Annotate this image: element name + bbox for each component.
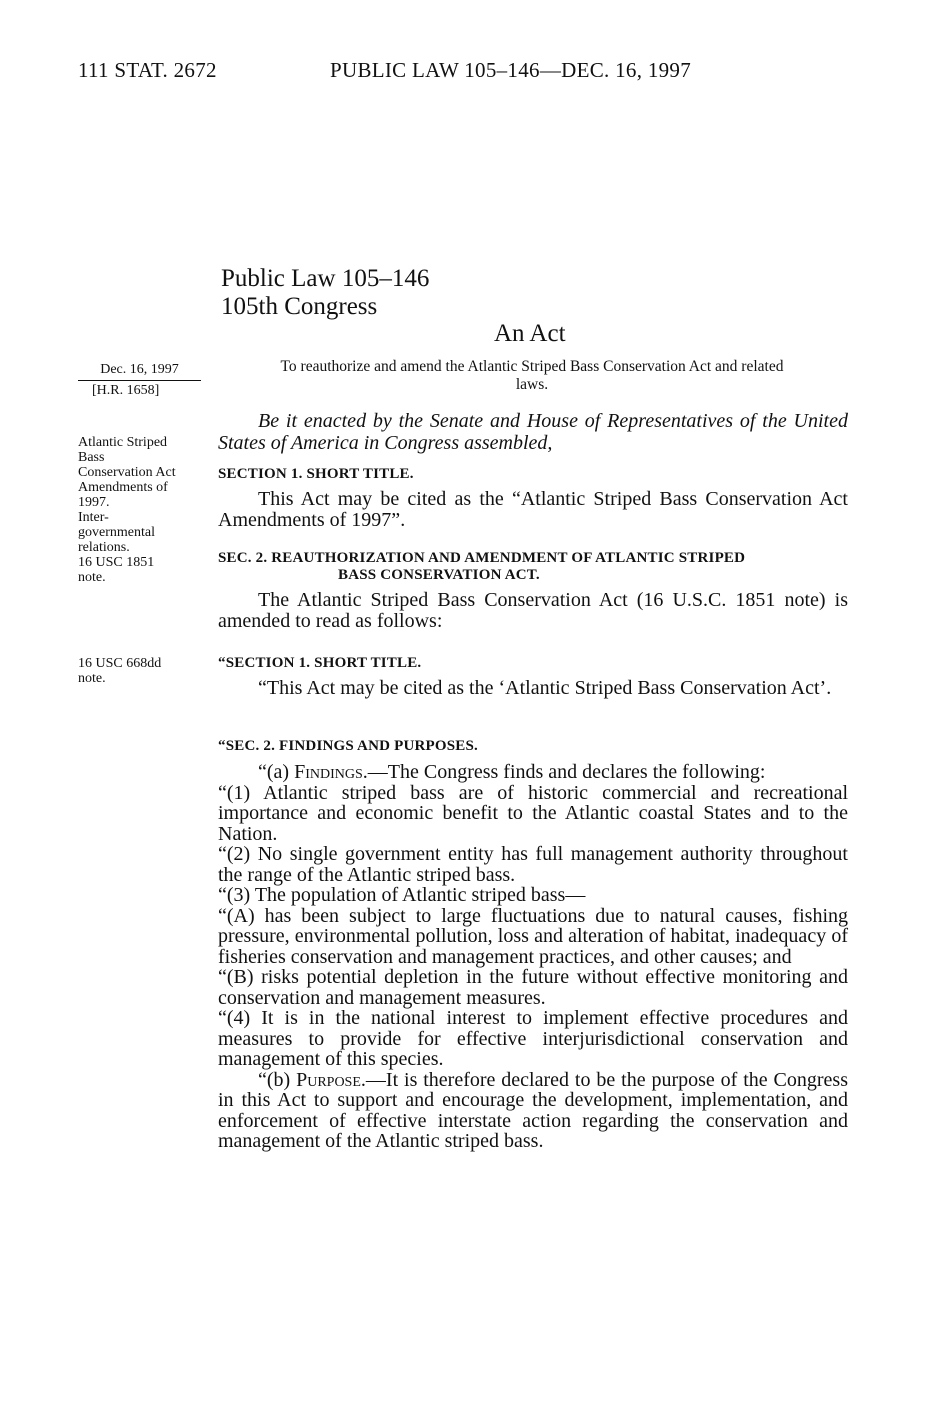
section-1-text: This Act may be cited as the “Atlantic Striped Bass Conservation Act Amendments of 1997”. xyxy=(218,488,848,531)
inner-section-1 xyxy=(218,655,848,699)
inner-section-2 xyxy=(218,738,848,1152)
margin-date: Dec. 16, 1997 xyxy=(78,362,201,381)
margin-note-line: relations. xyxy=(78,540,130,555)
law-number: Public Law 105–146 xyxy=(221,265,430,292)
subsection-b-text: .—It is therefore declared to be the purpose of the Congress in this Act to support and encourage the development, implementation, and enforcement of effective interstate action regarding the conservation and management of the Atlantic striped bass. xyxy=(218,1068,848,1152)
margin-note-line: 1997. xyxy=(78,495,110,510)
finding-3a: “(A) has been subject to large fluctuations due to natural causes, fishing pressure, environmental pollution, loss and alteration of habitat, inadequacy of fisheries conservation and management practices, and other causes; and xyxy=(218,904,848,968)
subsection-a-prefix: “(a) xyxy=(258,761,295,783)
enacting-clause: Be it enacted by the Senate and House of Representatives of the United States of America in Congress assembled, xyxy=(218,410,848,454)
section-2-text: The Atlantic Striped Bass Conservation Act (16 U.S.C. 1851 note) is amended to read as follows: xyxy=(218,589,848,632)
inner-section-1-heading: “SECTION 1. SHORT TITLE. xyxy=(218,655,422,671)
subsection-b-prefix: “(b) xyxy=(258,1068,297,1091)
running-head xyxy=(78,58,878,83)
finding-1: “(1) Atlantic striped bass are of historic commercial and recreational importance and economic benefit to the Atlantic coastal States and to the Nation. xyxy=(218,781,848,845)
margin-note-line: Atlantic Striped xyxy=(78,435,168,450)
margin-note-usc xyxy=(78,656,161,686)
subsection-a xyxy=(218,762,848,783)
congress-number: 105th Congress xyxy=(221,293,378,320)
margin-note-line: Amendments of xyxy=(78,480,168,495)
subsection-b xyxy=(218,1070,848,1152)
purpose-line: To reauthorize and amend the Atlantic Striped Bass Conservation Act and related xyxy=(280,358,784,375)
running-title: PUBLIC LAW 105–146—DEC. 16, 1997 xyxy=(330,58,692,82)
finding-3: “(3) The population of Atlantic striped bass— xyxy=(218,884,586,906)
margin-note-line: 16 USC 1851 xyxy=(78,555,155,570)
section-2-heading-line2: BASS CONSERVATION ACT. xyxy=(338,567,540,583)
act-label: An Act xyxy=(494,320,566,347)
subsection-a-text: .—The Congress finds and declares the following: xyxy=(362,761,766,783)
finding-2: “(2) No single government entity has full management authority throughout the range of the Atlantic striped bass. xyxy=(218,843,848,886)
page-reference: 111 STAT. 2672 xyxy=(78,58,217,82)
margin-note-line: governmental xyxy=(78,525,155,540)
section-1-heading: SECTION 1. SHORT TITLE. xyxy=(218,466,414,482)
finding-3b: “(B) risks potential depletion in the future without effective monitoring and conservation and management measures. xyxy=(218,966,848,1009)
margin-note-line: 16 USC 668dd xyxy=(78,656,162,671)
law-title-block xyxy=(221,265,429,321)
margin-note-line: note. xyxy=(78,570,106,585)
margin-note-line: Bass xyxy=(78,450,105,465)
margin-note-short-title xyxy=(78,435,176,585)
section-2-heading-line1: SEC. 2. REAUTHORIZATION AND AMENDMENT OF ATLANTIC STRIPED xyxy=(218,550,746,566)
inner-section-1-text: “This Act may be cited as the ‘Atlantic Striped Bass Conservation Act’. xyxy=(258,677,832,699)
margin-note-line: Inter- xyxy=(78,510,109,525)
act-purpose xyxy=(226,358,838,394)
purpose-line: laws. xyxy=(515,376,549,393)
section-1 xyxy=(218,466,848,530)
finding-4: “(4) It is in the national interest to implement effective procedures and measures to provide for effective interjurisdictional conservation and management of this species. xyxy=(218,1007,848,1070)
margin-note-line: note. xyxy=(78,671,106,686)
margin-bill-number: [H.R. 1658] xyxy=(92,383,160,398)
margin-note-line: Conservation Act xyxy=(78,465,176,480)
section-2 xyxy=(218,550,848,631)
inner-section-2-heading: “SEC. 2. FINDINGS AND PURPOSES. xyxy=(218,738,478,754)
subsection-b-label: Purpose xyxy=(296,1068,361,1091)
subsection-a-label: Findings xyxy=(294,761,363,783)
